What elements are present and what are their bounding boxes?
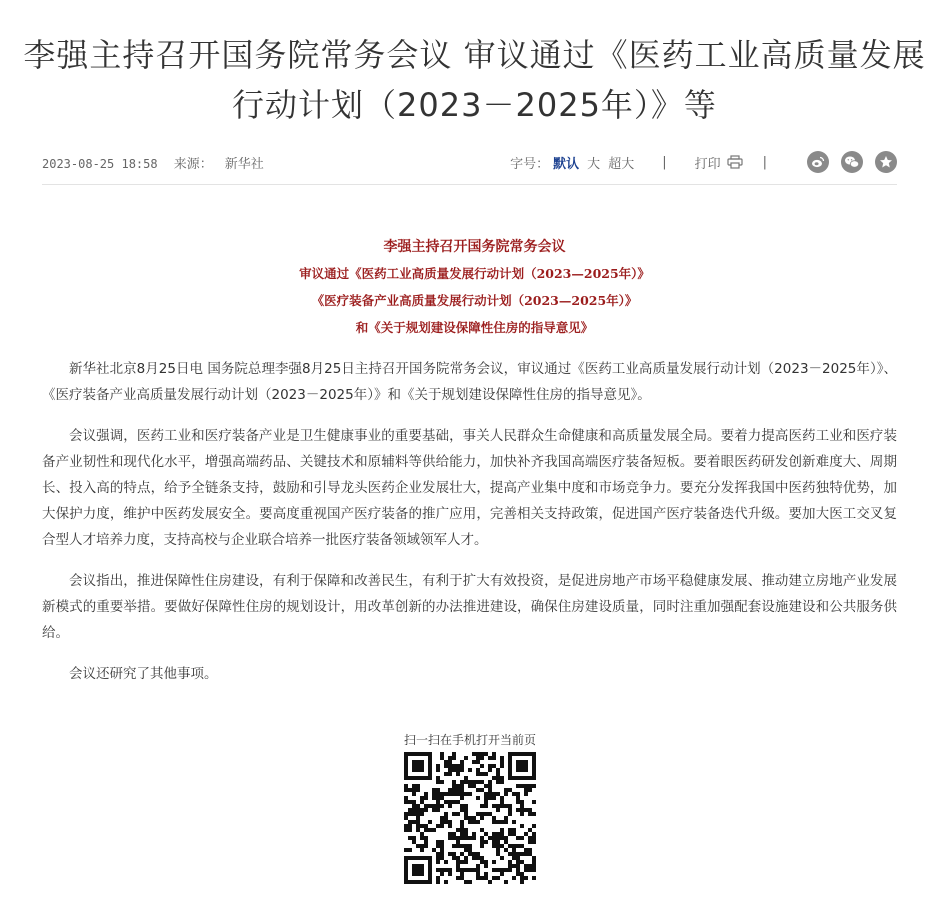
article-info bbox=[42, 153, 276, 172]
star-glyph-icon bbox=[879, 155, 893, 169]
meta-divider bbox=[42, 184, 897, 185]
article-meta-bar bbox=[42, 150, 897, 174]
subtitle-line-4: 和《关于规划建设保障性住房的指导意见》 bbox=[355, 320, 594, 335]
article-paragraph-2: 会议强调，医药工业和医疗装备产业是卫生健康事业的重要基础，事关人民群众生命健康和高质量发展全局。要着力提高医药工业和医疗装备产业韧性和现代化水平，增强高端药品、关键技术和原辅料等供给能力，加快补齐我国高端医疗装备短板。要着眼医药研发创新难度大、周期长、投入高的特点，给予全链条支持，鼓励和引导龙头医药企业发展壮大，提高产业集中度和市场竞争力。要充分发挥我国中医药独特优势，加大保护力度，维护中医药发展安全。要高度重视国产医疗装备的推广应用，完善相关支持政策，促进国产医疗装备迭代升级。要加大医工交叉复合型人才培养力度，支持高校与企业联合培养一批医疗装备领域领军人才。 bbox=[42, 428, 897, 548]
subtitle-line-3: 《医疗装备产业高质量发展行动计划（2023—2025年）》 bbox=[311, 293, 638, 308]
favorite-star-icon[interactable] bbox=[875, 151, 897, 173]
font-size-label: 字号： bbox=[510, 156, 550, 172]
font-size-large[interactable]: 大 bbox=[587, 156, 601, 172]
toolbar-separator-2: | bbox=[762, 154, 767, 170]
wechat-icon[interactable] bbox=[841, 151, 863, 173]
subtitle-line-1: 李强主持召开国务院常务会议 bbox=[383, 239, 566, 255]
wechat-glyph-icon bbox=[844, 155, 860, 169]
article-title: 李强主持召开国务院常务会议 审议通过《医药工业高质量发展行动计划（2023－2025年）》等 bbox=[23, 36, 926, 124]
article-paragraph-1: 新华社北京8月25日电 国务院总理李强8月25日主持召开国务院常务会议，审议通过《医药工业高质量发展行动计划（2023－2025年）》、《医疗装备产业高质量发展行动计划（2023－2025年）》和《关于规划建设保障性住房的指导意见》。 bbox=[42, 361, 897, 403]
printer-icon bbox=[727, 155, 743, 169]
subtitle-line-2: 审议通过《医药工业高质量发展行动计划（2023—2025年）》 bbox=[299, 266, 650, 281]
source-name: 新华社 bbox=[224, 156, 264, 172]
article-paragraph-3: 会议指出，推进保障性住房建设，有利于保障和改善民生，有利于扩大有效投资，是促进房地产市场平稳健康发展、推动建立房地产业发展新模式的重要举措。要做好保障性住房的规划设计，用改革创新的办法推进建设，确保住房建设质量，同时注重加强配套设施建设和公共服务供给。 bbox=[42, 573, 897, 641]
article-paragraph-4: 会议还研究了其他事项。 bbox=[69, 666, 218, 682]
weibo-glyph-icon bbox=[811, 155, 825, 169]
qr-code-icon bbox=[404, 752, 536, 884]
font-size-default[interactable]: 默认 bbox=[553, 156, 580, 172]
print-label: 打印 bbox=[694, 156, 721, 172]
toolbar-separator: | bbox=[662, 154, 667, 170]
weibo-icon[interactable] bbox=[807, 151, 829, 173]
source-label: 来源： bbox=[173, 156, 213, 172]
publish-date: 2023-08-25 18:58 bbox=[42, 156, 158, 171]
qr-code-label: 扫一扫在手机打开当前页 bbox=[403, 733, 536, 747]
article-toolbar bbox=[510, 151, 897, 173]
font-size-xlarge[interactable]: 超大 bbox=[608, 156, 635, 172]
print-button[interactable] bbox=[695, 153, 743, 172]
article-body bbox=[42, 356, 897, 702]
